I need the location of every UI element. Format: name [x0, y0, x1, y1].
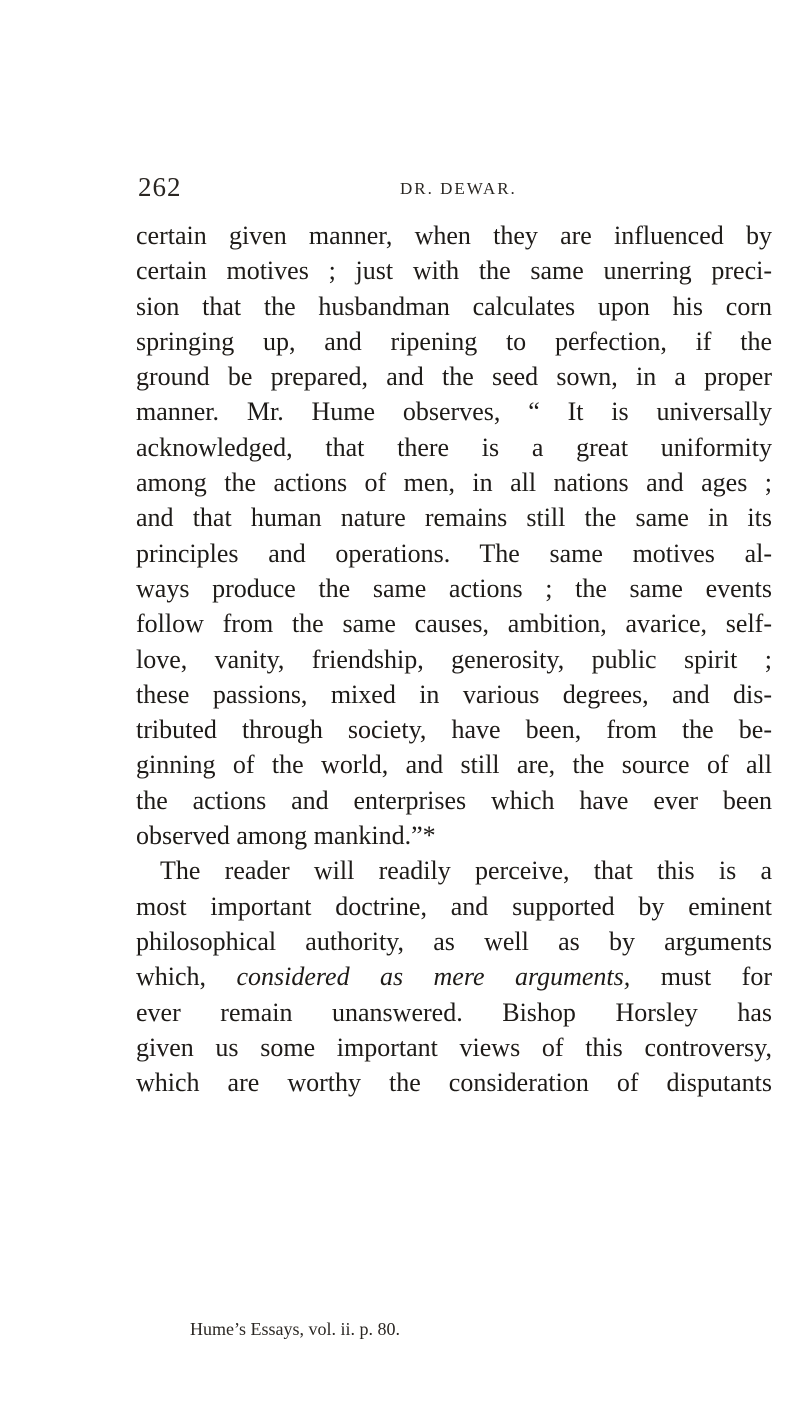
text-line: springing up, and ripening to perfection, if the: [136, 326, 772, 356]
text-line: among the actions of men, in all nations and ages ;: [136, 468, 772, 498]
text-line: given us some important views of this controversy,: [136, 1032, 772, 1062]
text-line: the actions and enterprises which have ever been: [136, 785, 772, 815]
text-line: manner. Mr. Hume observes, “ It is universally: [136, 397, 772, 427]
running-head: DR. DEWAR.: [400, 179, 517, 198]
text-line: observed among mankind.”*: [136, 821, 436, 851]
text-line: acknowledged, that there is a great uniformity: [136, 432, 772, 462]
page-number: 262: [138, 172, 182, 202]
page-header: [138, 172, 758, 206]
body-text: [136, 218, 772, 1100]
text-line: certain given manner, when they are influenced by: [136, 221, 772, 250]
text-line: follow from the same causes, ambition, avarice, self-: [136, 609, 772, 639]
text-line: most important doctrine, and supported by eminent: [136, 891, 772, 921]
text-line: these passions, mixed in various degrees, and dis-: [136, 679, 772, 709]
text-line: tributed through society, have been, from the be-: [136, 715, 772, 745]
paragraph-start-line: The reader will readily perceive, that this is a: [160, 856, 772, 886]
text-line: philosophical authority, as well as by arguments: [136, 926, 772, 956]
text-line: principles and operations. The same motives al-: [136, 538, 772, 568]
text-line: which are worthy the consideration of disputants: [136, 1068, 772, 1098]
text-line: ways produce the same actions ; the same events: [136, 573, 772, 603]
text-line: ginning of the world, and still are, the source of all: [136, 750, 772, 780]
text-segment: which,: [136, 962, 237, 992]
text-line: ever remain unanswered. Bishop Horsley has: [136, 997, 772, 1027]
text-line: certain motives ; just with the same unerring preci-: [136, 256, 772, 286]
text-line-with-italics: [136, 959, 772, 994]
text-line: and that human nature remains still the same in its: [136, 503, 772, 533]
text-line: love, vanity, friendship, generosity, public spirit ;: [136, 644, 772, 674]
text-line: sion that the husbandman calculates upon his corn: [136, 291, 772, 321]
text-line: ground be prepared, and the seed sown, in a proper: [136, 362, 772, 392]
footnote: Hume’s Essays, vol. ii. p. 80.: [190, 1319, 400, 1339]
text-segment: must for: [630, 962, 772, 992]
italic-phrase: considered as mere arguments,: [236, 962, 631, 992]
